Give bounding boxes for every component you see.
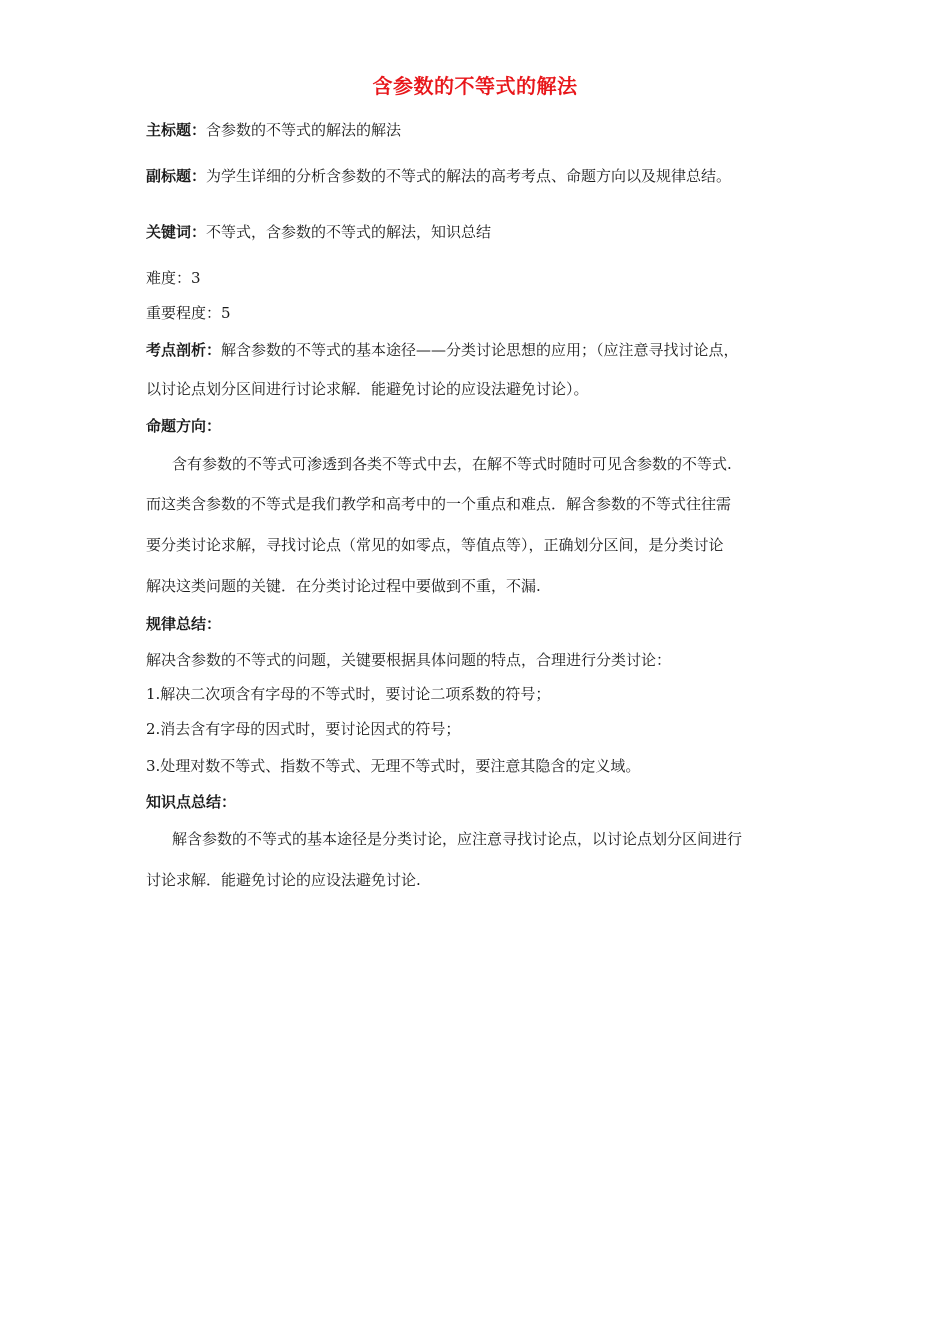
- direction-paragraph-line: 解决这类问题的关键．在分类讨论过程中要做到不重，不漏.: [146, 577, 541, 595]
- knowledge-paragraph-line: 讨论求解．能避免讨论的应设法避免讨论.: [146, 871, 421, 889]
- exam-analysis-label: 考点剖析：: [146, 341, 222, 359]
- subtitle-line: [146, 166, 816, 186]
- main-title-label: 主标题：: [146, 121, 207, 139]
- knowledge-label: 知识点总结：: [146, 793, 237, 811]
- knowledge-heading: [146, 792, 816, 812]
- exam-analysis-text: 解含参数的不等式的基本途径——分类讨论思想的应用；（应注意寻找讨论点，: [221, 341, 739, 359]
- exam-analysis-line: [146, 340, 816, 360]
- rules-line: 1.解决二次项含有字母的不等式时，要讨论二项系数的符号；: [146, 685, 551, 703]
- rules-line: 2.消去含有字母的因式时，要讨论因式的符号；: [146, 720, 461, 738]
- direction-paragraph-line: 而这类含参数的不等式是我们教学和高考中的一个重点和难点．解含参数的不等式往往需: [146, 495, 732, 513]
- importance-line: 重要程度：5: [146, 304, 231, 322]
- direction-label: 命题方向：: [146, 417, 222, 435]
- rules-label: 规律总结：: [146, 615, 222, 633]
- rules-line: 3.处理对数不等式、指数不等式、无理不等式时，要注意其隐含的定义域。: [146, 757, 641, 775]
- document-title: 含参数的不等式的解法: [372, 74, 578, 98]
- subtitle-text: 为学生详细的分析含参数的不等式的解法的高考考点、命题方向以及规律总结。: [206, 167, 732, 185]
- knowledge-paragraph-line: 解含参数的不等式的基本途径是分类讨论，应注意寻找讨论点，以讨论点划分区间进行: [172, 830, 743, 848]
- direction-paragraph-line: 含有参数的不等式可渗透到各类不等式中去，在解不等式时随时可见含参数的不等式.: [172, 455, 732, 473]
- main-title-line: [146, 120, 816, 140]
- rules-heading: [146, 614, 816, 634]
- keywords-text: 不等式，含参数的不等式的解法，知识总结: [206, 223, 492, 241]
- direction-paragraph-line: 要分类讨论求解，寻找讨论点（常见的如零点，等值点等），正确划分区间，是分类讨论: [146, 536, 724, 554]
- keywords-label: 关键词：: [146, 223, 207, 241]
- keywords-line: [146, 222, 816, 242]
- exam-analysis-line-2: 以讨论点划分区间进行讨论求解．能避免讨论的应设法避免讨论）。: [146, 380, 589, 398]
- subtitle-label: 副标题：: [146, 167, 207, 185]
- difficulty-line: 难度：3: [146, 269, 201, 287]
- main-title-text: 含参数的不等式的解法的解法: [206, 121, 402, 139]
- rules-line: 解决含参数的不等式的问题，关键要根据具体问题的特点，合理进行分类讨论：: [146, 651, 672, 669]
- direction-heading: [146, 416, 816, 436]
